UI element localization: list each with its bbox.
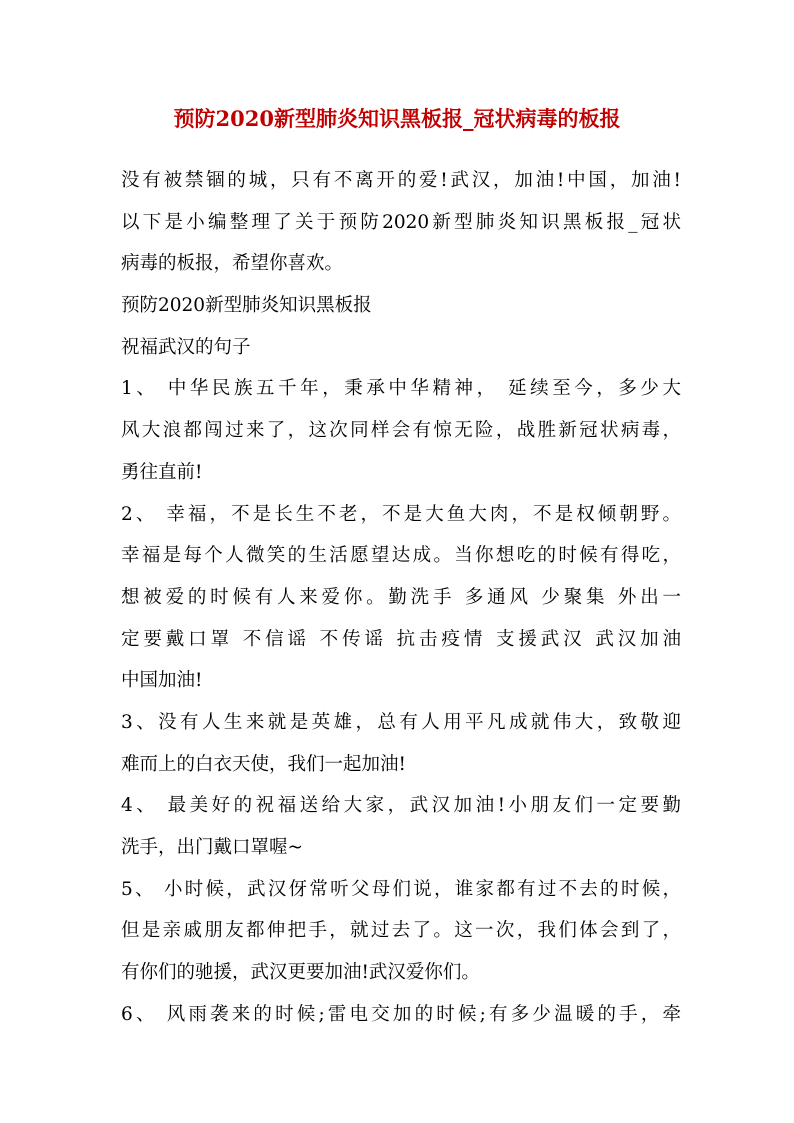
list-item-line: 幸福是每个人微笑的生活愿望达成。当你想吃的时候有得吃， [121, 545, 681, 567]
subheading-line: 预防2020新型肺炎知识黑板报 [121, 295, 372, 317]
paragraph-line: 病毒的板报，希望你喜欢。 [121, 253, 344, 275]
list-item-line: 6、 风雨袭来的时候;雷电交加的时候;有多少温暖的手，牵 [121, 1003, 681, 1025]
list-item-line: 2、 幸福，不是长生不老，不是大鱼大肉，不是权倾朝野。 [121, 503, 681, 525]
list-item-line: 5、 小时候，武汉伢常听父母们说，谁家都有过不去的时候， [121, 878, 681, 900]
list-item-line: 但是亲戚朋友都伸把手，就过去了。这一次，我们体会到了， [121, 920, 681, 942]
document-body [121, 160, 681, 1035]
subheading-line: 祝福武汉的句子 [121, 336, 251, 358]
list-item-line: 风大浪都闯过来了，这次同样会有惊无险，战胜新冠状病毒， [121, 420, 681, 442]
list-item-line: 中国加油! [121, 670, 203, 692]
list-item-line: 1、 中华民族五千年，秉承中华精神， 延续至今，多少大 [121, 378, 681, 400]
list-item-line: 想被爱的时候有人来爱你。勤洗手 多通风 少聚集 外出一 [121, 586, 681, 608]
list-item-line: 3、没有人生来就是英雄，总有人用平凡成就伟大，致敬迎 [121, 711, 681, 733]
list-item-line: 洗手，出门戴口罩喔~ [121, 837, 304, 858]
paragraph-line: 以下是小编整理了关于预防2020新型肺炎知识黑板报_冠状 [121, 211, 681, 233]
list-item-line: 难而上的白衣天使，我们一起加油! [121, 753, 406, 775]
paragraph-line: 没有被禁锢的城，只有不离开的爱!武汉，加油!中国，加油! [121, 170, 681, 191]
list-item-line: 有你们的驰援，武汉更要加油!武汉爱你们。 [121, 962, 480, 984]
list-item-line: 定要戴口罩 不信谣 不传谣 抗击疫情 支援武汉 武汉加油 [121, 628, 681, 650]
list-item-line: 勇往直前! [121, 461, 203, 483]
list-item-line: 4、 最美好的祝福送给大家，武汉加油!小朋友们一定要勤 [121, 795, 681, 817]
document-title: 预防2020新型肺炎知识黑板报_冠状病毒的板报 [173, 106, 621, 131]
